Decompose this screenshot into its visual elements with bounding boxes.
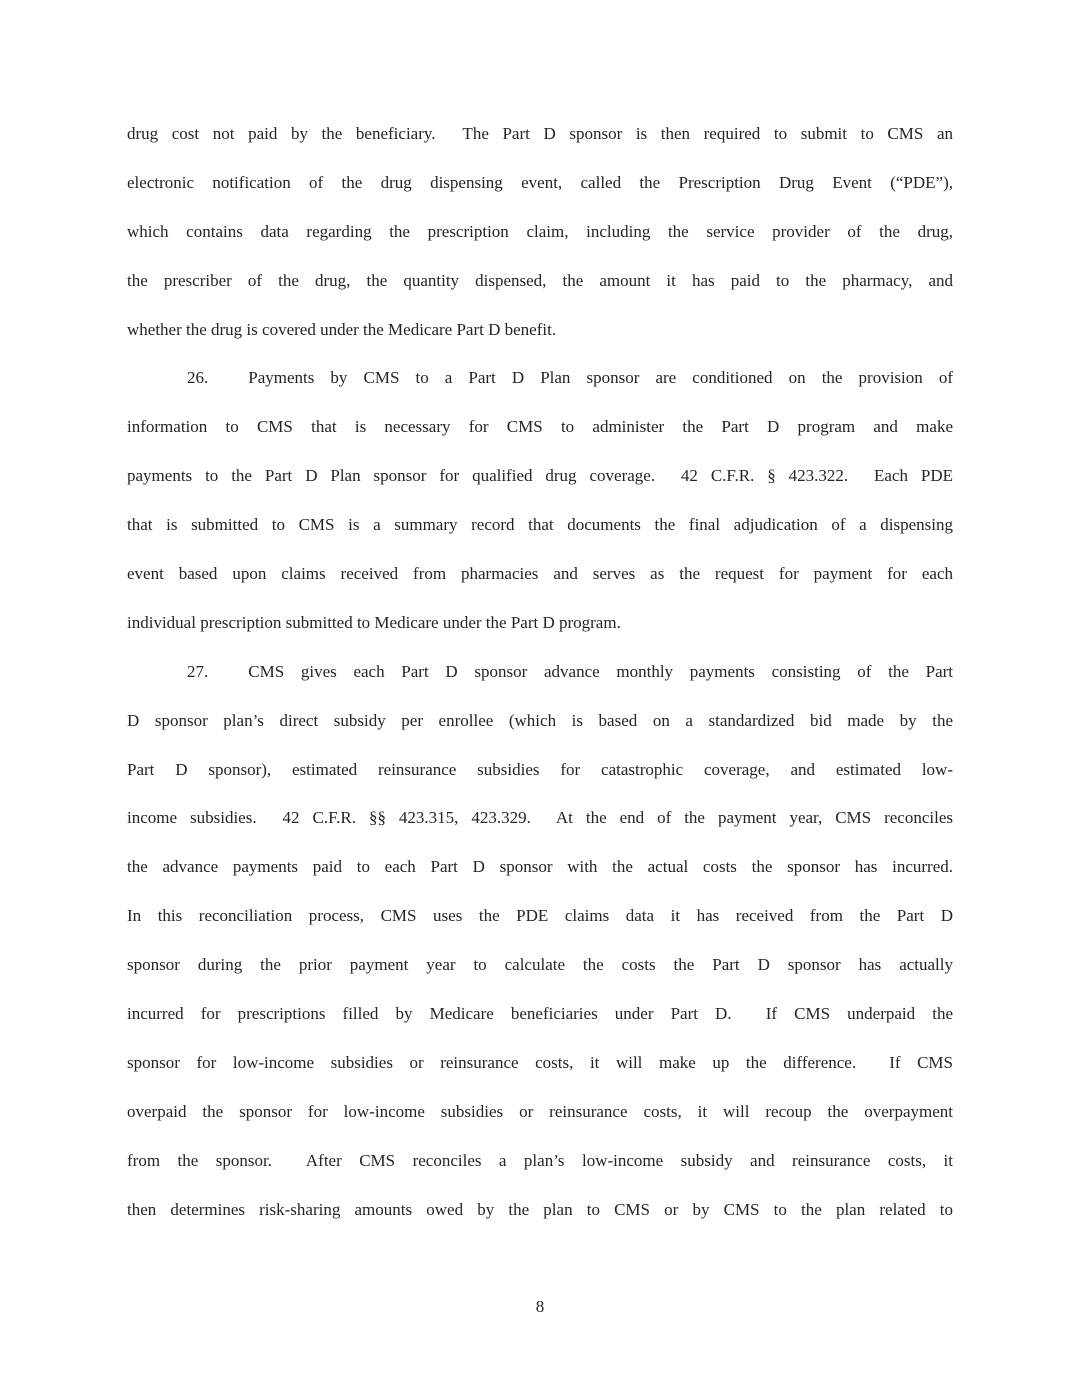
paragraph-27 <box>127 648 953 1235</box>
paragraph-number: 26. <box>187 368 209 388</box>
page-number: 8 <box>535 1297 545 1316</box>
tab-space <box>208 676 248 677</box>
text-line: drug cost not paid by the beneficiary. The Part D sponsor is then required to submit to CMS an <box>127 124 953 143</box>
tab-space <box>208 382 248 383</box>
page-content <box>127 110 953 1234</box>
text-line: income subsidies. 42 C.F.R. §§ 423.315, 423.329. At the end of the payment year, CMS reconciles <box>127 808 953 828</box>
text-line <box>127 354 953 403</box>
paragraph-26 <box>127 354 953 647</box>
text-line: In this reconciliation process, CMS uses the PDE claims data it has received from the Part D <box>127 906 953 926</box>
text-line: sponsor for low-income subsidies or reinsurance costs, it will make up the difference. If CMS <box>127 1052 953 1072</box>
text-line: from the sponsor. After CMS reconciles a plan’s low-income subsidy and reinsurance costs, it <box>127 1150 953 1170</box>
text-line: whether the drug is covered under the Medicare Part D benefit. <box>127 319 557 339</box>
text-line: which contains data regarding the prescription claim, including the service provider of the drug, <box>127 221 953 241</box>
paragraph-continuation <box>127 110 953 354</box>
text-line: the advance payments paid to each Part D sponsor with the actual costs the sponsor has incurred. <box>127 857 953 877</box>
text-line: the prescriber of the drug, the quantity dispensed, the amount it has paid to the pharmacy, and <box>127 270 953 290</box>
page-footer <box>0 1292 1080 1322</box>
text-line: electronic notification of the drug dispensing event, called the Prescription Drug Event (“PDE”), <box>127 172 953 192</box>
text-line: overpaid the sponsor for low-income subsidies or reinsurance costs, it will recoup the overpayment <box>127 1101 953 1121</box>
text-segment: CMS gives each Part D sponsor advance monthly payments consisting of the Part <box>248 661 953 681</box>
text-line: Part D sponsor), estimated reinsurance subsidies for catastrophic coverage, and estimated low- <box>127 759 953 779</box>
text-line: D sponsor plan’s direct subsidy per enrollee (which is based on a standardized bid made by the <box>127 710 953 730</box>
text-line: sponsor during the prior payment year to calculate the costs the Part D sponsor has actually <box>127 955 953 975</box>
text-line: individual prescription submitted to Medicare under the Part D program. <box>127 612 621 632</box>
text-segment: Payments by CMS to a Part D Plan sponsor are conditioned on the provision of <box>248 368 953 388</box>
text-line: then determines risk-sharing amounts owed by the plan to CMS or by CMS to the plan related to <box>127 1199 953 1219</box>
text-line: payments to the Part D Plan sponsor for qualified drug coverage. 42 C.F.R. § 423.322. Each PDE <box>127 466 953 486</box>
text-line: that is submitted to CMS is a summary record that documents the final adjudication of a dispensing <box>127 515 953 535</box>
text-line: incurred for prescriptions filled by Medicare beneficiaries under Part D. If CMS underpaid the <box>127 1004 953 1024</box>
text-line <box>127 648 953 697</box>
paragraph-number: 27. <box>187 661 209 681</box>
text-line: event based upon claims received from pharmacies and serves as the request for payment for each <box>127 564 953 584</box>
text-line: information to CMS that is necessary for CMS to administer the Part D program and make <box>127 417 953 437</box>
